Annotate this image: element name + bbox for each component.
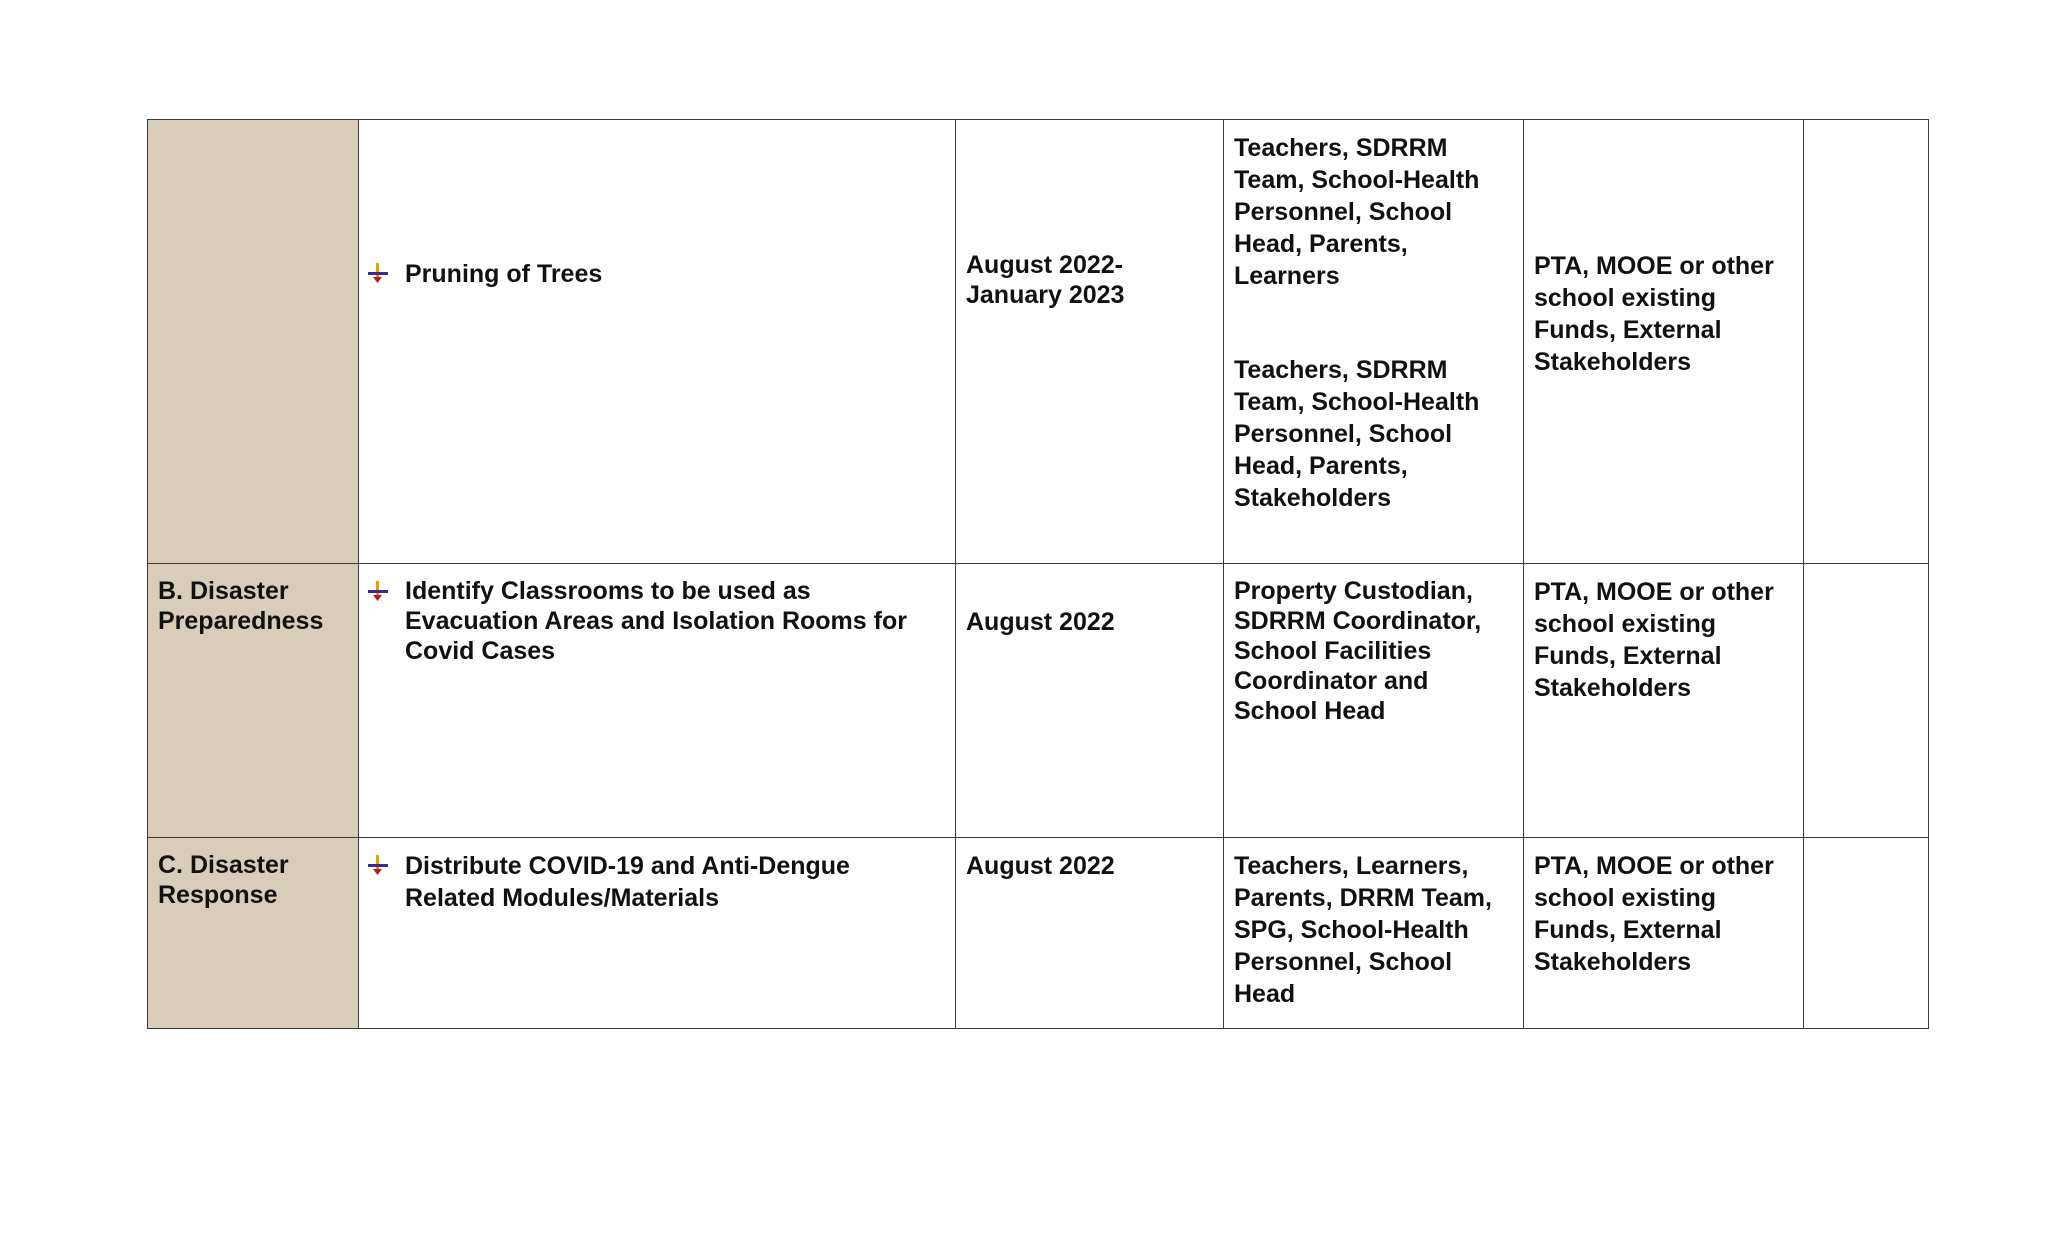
funding-source-cell xyxy=(1524,120,1804,564)
timeline-cell xyxy=(956,838,1224,1029)
funding-source-cell xyxy=(1524,838,1804,1029)
plus-arrow-bullet-icon xyxy=(367,854,389,876)
drrm-action-plan-table xyxy=(147,119,1929,1029)
activity-item xyxy=(405,258,943,290)
persons-involved-text-1: Property Custodian, SDRRM Coordinator, School Facilities Coordinator and School Head xyxy=(1234,577,1482,725)
timeline-cell xyxy=(956,120,1224,564)
funding-source-text: PTA, MOOE or other school existing Funds, External Stakeholders xyxy=(1534,252,1774,376)
funding-source-cell xyxy=(1524,564,1804,838)
activity-item xyxy=(405,576,943,666)
activity-text: Identify Classrooms to be used as Evacuation Areas and Isolation Rooms for Covid Cases xyxy=(405,577,907,665)
persons-involved-cell xyxy=(1224,564,1524,838)
plus-arrow-bullet-icon xyxy=(367,580,389,602)
funding-source-text: PTA, MOOE or other school existing Funds, External Stakeholders xyxy=(1534,578,1774,702)
table-row xyxy=(148,120,1929,564)
area-cell: B. Disaster Preparedness xyxy=(148,564,359,838)
persons-involved-text-1: Teachers, SDRRM Team, School-Health Personnel, School Head, Parents, Learners xyxy=(1234,134,1480,290)
remarks-cell xyxy=(1804,564,1929,838)
plus-arrow-bullet-icon xyxy=(367,262,389,284)
area-cell xyxy=(148,120,359,564)
activity-cell xyxy=(359,120,956,564)
activity-text: Distribute COVID-19 and Anti-Dengue Related Modules/Materials xyxy=(405,852,850,912)
persons-involved-cell xyxy=(1224,838,1524,1029)
activity-item xyxy=(405,850,943,914)
timeline-text: August 2022 xyxy=(966,608,1115,636)
remarks-cell xyxy=(1804,120,1929,564)
timeline-text: August 2022 xyxy=(966,852,1115,880)
persons-involved-text-1: Teachers, Learners, Parents, DRRM Team, SPG, School-Health Personnel, School Head xyxy=(1234,852,1492,1008)
activity-cell xyxy=(359,564,956,838)
table-row xyxy=(148,564,1929,838)
area-cell: C. Disaster Response xyxy=(148,838,359,1029)
persons-involved-text-2: Teachers, SDRRM Team, School-Health Personnel, School Head, Parents, Stakeholders xyxy=(1234,356,1480,512)
remarks-cell xyxy=(1804,838,1929,1029)
timeline-cell xyxy=(956,564,1224,838)
persons-involved-cell xyxy=(1224,120,1524,564)
timeline-text: August 2022-January 2023 xyxy=(966,251,1125,309)
funding-source-text: PTA, MOOE or other school existing Funds, External Stakeholders xyxy=(1534,852,1774,976)
table-row xyxy=(148,838,1929,1029)
activity-cell xyxy=(359,838,956,1029)
activity-text: Pruning of Trees xyxy=(405,260,603,288)
